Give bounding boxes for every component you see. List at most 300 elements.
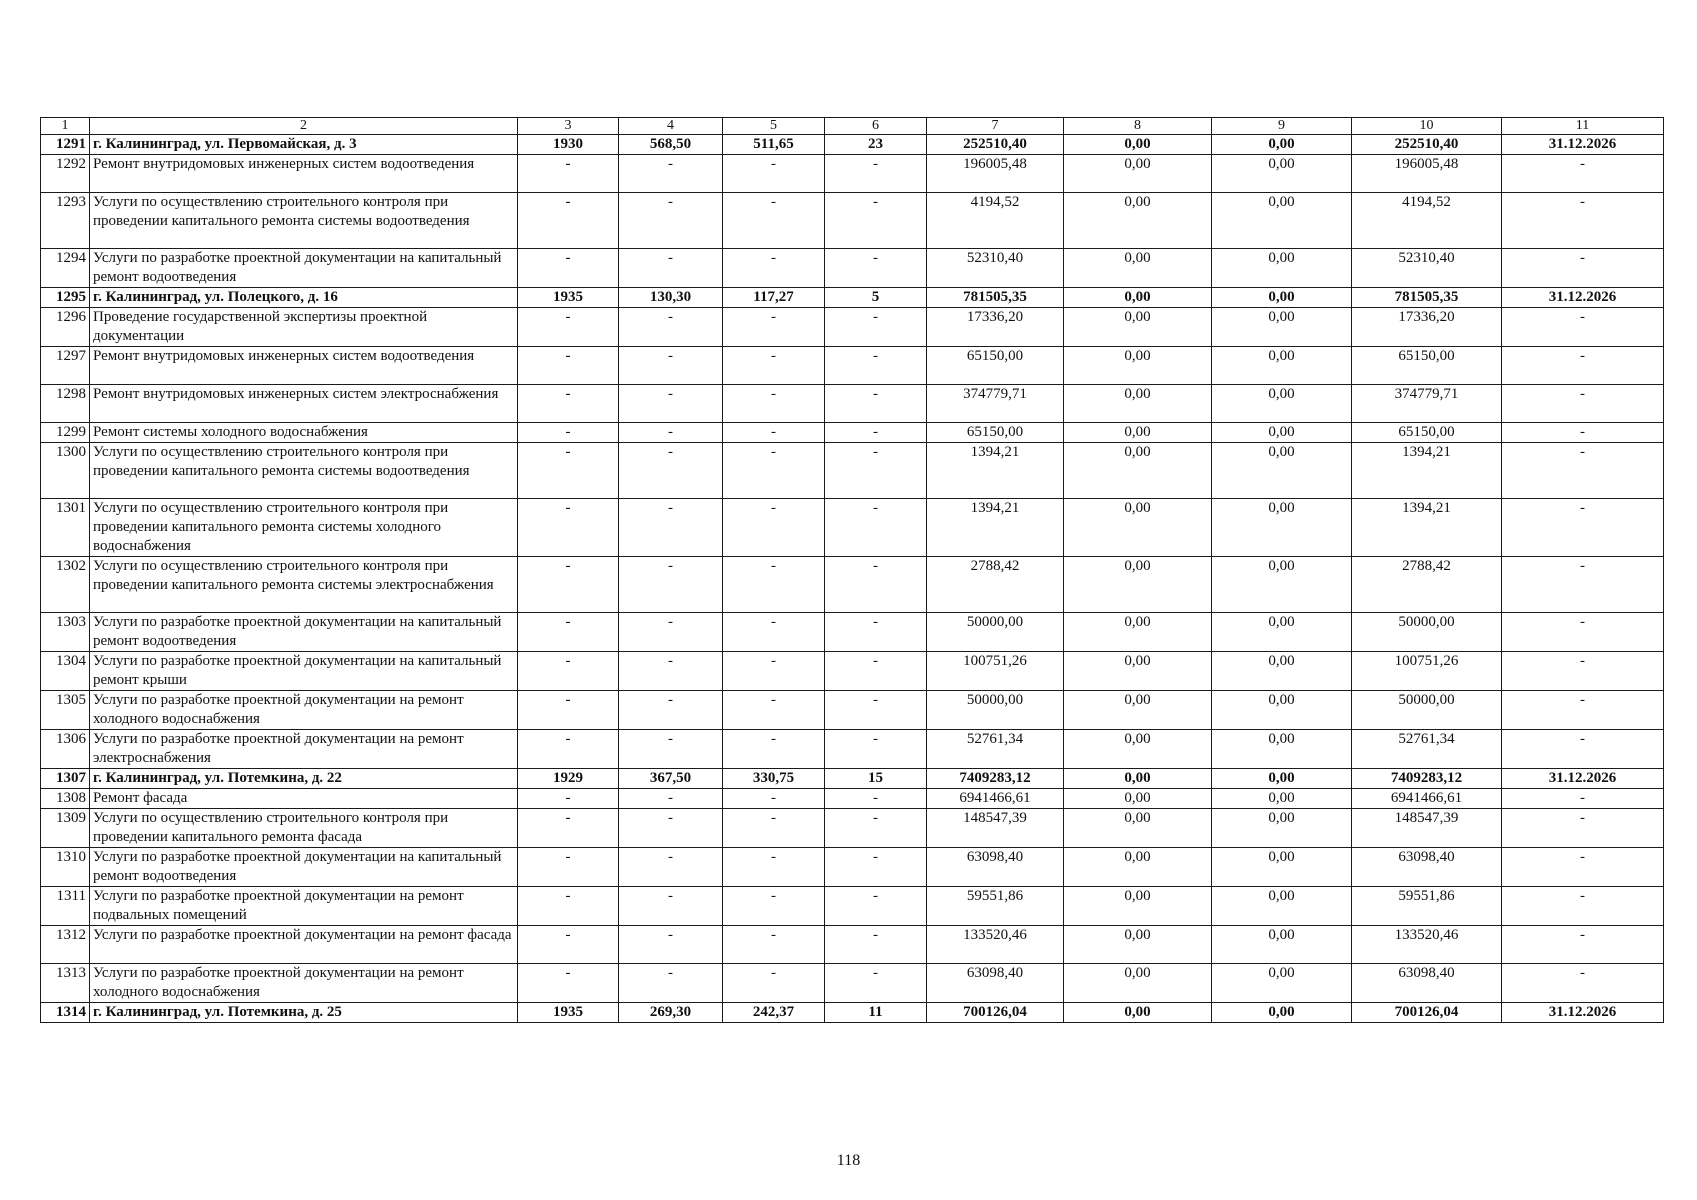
cost-total-cell: 1394,21 [927,499,1064,557]
area-total-cell: - [619,347,723,385]
column-number: 1 [41,118,90,135]
area-living-cell: - [723,249,825,288]
row-number-cell: 1296 [41,308,90,347]
description-cell: Услуги по разработке проектной документации на ремонт холодного водоснабжения [90,964,518,1003]
residents-cell: - [825,443,927,499]
row-number-cell: 1309 [41,809,90,848]
residents-cell: - [825,385,927,423]
description-cell: Услуги по осуществлению строительного контроля при проведении капитального ремонта системы электроснабжения [90,557,518,613]
residents-cell: - [825,423,927,443]
year-cell: - [518,730,619,769]
year-cell: - [518,809,619,848]
description-cell: Услуги по разработке проектной документации на ремонт холодного водоснабжения [90,691,518,730]
address-row [41,769,1664,789]
year-cell: - [518,423,619,443]
owners-funds-cell: 1394,21 [1352,443,1502,499]
owners-funds-cell: 1394,21 [1352,499,1502,557]
area-living-cell: - [723,926,825,964]
area-living-cell: - [723,691,825,730]
work-item-row [41,809,1664,848]
deadline-cell: - [1502,557,1664,613]
year-cell: - [518,308,619,347]
area-living-cell: - [723,652,825,691]
budget-cell: 0,00 [1212,288,1352,308]
capital-repair-table [40,117,1664,1023]
area-total-cell: 269,30 [619,1003,723,1023]
area-total-cell: - [619,926,723,964]
year-cell: - [518,848,619,887]
work-item-row [41,249,1664,288]
budget-cell: 0,00 [1212,887,1352,926]
area-total-cell: - [619,249,723,288]
fund-cell: 0,00 [1064,730,1212,769]
owners-funds-cell: 148547,39 [1352,809,1502,848]
deadline-cell: - [1502,347,1664,385]
cost-total-cell: 63098,40 [927,964,1064,1003]
deadline-cell: - [1502,249,1664,288]
area-total-cell: - [619,308,723,347]
row-number-cell: 1313 [41,964,90,1003]
fund-cell: 0,00 [1064,308,1212,347]
deadline-cell: - [1502,155,1664,193]
year-cell: 1929 [518,769,619,789]
cost-total-cell: 59551,86 [927,887,1064,926]
year-cell: - [518,499,619,557]
owners-funds-cell: 59551,86 [1352,887,1502,926]
budget-cell: 0,00 [1212,730,1352,769]
budget-cell: 0,00 [1212,691,1352,730]
year-cell: 1930 [518,135,619,155]
row-number-cell: 1306 [41,730,90,769]
description-cell: Проведение государственной экспертизы проектной документации [90,308,518,347]
column-number: 10 [1352,118,1502,135]
description-cell: Ремонт системы холодного водоснабжения [90,423,518,443]
owners-funds-cell: 50000,00 [1352,691,1502,730]
work-item-row [41,926,1664,964]
owners-funds-cell: 63098,40 [1352,964,1502,1003]
work-item-row [41,730,1664,769]
deadline-cell: - [1502,964,1664,1003]
description-cell: г. Калининград, ул. Потемкина, д. 25 [90,1003,518,1023]
residents-cell: - [825,730,927,769]
area-living-cell: - [723,964,825,1003]
budget-cell: 0,00 [1212,499,1352,557]
address-row [41,135,1664,155]
deadline-cell: - [1502,423,1664,443]
area-total-cell: 367,50 [619,769,723,789]
residents-cell: - [825,499,927,557]
area-total-cell: 568,50 [619,135,723,155]
work-item-row [41,193,1664,249]
fund-cell: 0,00 [1064,1003,1212,1023]
year-cell: - [518,887,619,926]
cost-total-cell: 133520,46 [927,926,1064,964]
description-cell: Услуги по осуществлению строительного контроля при проведении капитального ремонта системы холодного водоснабжения [90,499,518,557]
description-cell: Ремонт внутридомовых инженерных систем водоотведения [90,347,518,385]
fund-cell: 0,00 [1064,652,1212,691]
budget-cell: 0,00 [1212,964,1352,1003]
area-living-cell: - [723,423,825,443]
work-item-row [41,887,1664,926]
description-cell: Услуги по разработке проектной документации на ремонт электроснабжения [90,730,518,769]
row-number-cell: 1297 [41,347,90,385]
work-item-row [41,613,1664,652]
column-number: 7 [927,118,1064,135]
cost-total-cell: 148547,39 [927,809,1064,848]
owners-funds-cell: 52761,34 [1352,730,1502,769]
work-item-row [41,848,1664,887]
year-cell: - [518,193,619,249]
residents-cell: - [825,926,927,964]
cost-total-cell: 6941466,61 [927,789,1064,809]
deadline-cell: - [1502,193,1664,249]
row-number-cell: 1307 [41,769,90,789]
column-number: 5 [723,118,825,135]
area-living-cell: - [723,809,825,848]
area-total-cell: - [619,613,723,652]
description-cell: Услуги по осуществлению строительного контроля при проведении капитального ремонта системы водоотведения [90,193,518,249]
owners-funds-cell: 700126,04 [1352,1003,1502,1023]
work-item-row [41,443,1664,499]
cost-total-cell: 374779,71 [927,385,1064,423]
area-living-cell: - [723,385,825,423]
description-cell: Услуги по разработке проектной документации на капитальный ремонт водоотведения [90,848,518,887]
row-number-cell: 1293 [41,193,90,249]
row-number-cell: 1308 [41,789,90,809]
budget-cell: 0,00 [1212,155,1352,193]
description-cell: Ремонт фасада [90,789,518,809]
row-number-cell: 1302 [41,557,90,613]
work-item-row [41,691,1664,730]
cost-total-cell: 65150,00 [927,347,1064,385]
table-body [41,118,1664,1023]
column-number: 2 [90,118,518,135]
row-number-cell: 1300 [41,443,90,499]
deadline-cell: 31.12.2026 [1502,288,1664,308]
deadline-cell: - [1502,499,1664,557]
fund-cell: 0,00 [1064,288,1212,308]
area-total-cell: - [619,964,723,1003]
fund-cell: 0,00 [1064,809,1212,848]
budget-cell: 0,00 [1212,926,1352,964]
area-living-cell: - [723,557,825,613]
area-total-cell: - [619,155,723,193]
year-cell: - [518,249,619,288]
owners-funds-cell: 7409283,12 [1352,769,1502,789]
column-number: 11 [1502,118,1664,135]
residents-cell: - [825,652,927,691]
row-number-cell: 1295 [41,288,90,308]
area-total-cell: - [619,443,723,499]
area-living-cell: - [723,789,825,809]
area-living-cell: - [723,155,825,193]
area-total-cell: - [619,557,723,613]
column-number: 8 [1064,118,1212,135]
area-living-cell: 330,75 [723,769,825,789]
residents-cell: - [825,249,927,288]
row-number-cell: 1310 [41,848,90,887]
year-cell: - [518,926,619,964]
area-living-cell: - [723,193,825,249]
residents-cell: - [825,613,927,652]
owners-funds-cell: 65150,00 [1352,347,1502,385]
cost-total-cell: 52310,40 [927,249,1064,288]
description-cell: Ремонт внутридомовых инженерных систем электроснабжения [90,385,518,423]
residents-cell: - [825,308,927,347]
description-cell: Услуги по разработке проектной документации на капитальный ремонт водоотведения [90,613,518,652]
deadline-cell: - [1502,385,1664,423]
residents-cell: - [825,887,927,926]
deadline-cell: - [1502,730,1664,769]
owners-funds-cell: 374779,71 [1352,385,1502,423]
area-total-cell: - [619,652,723,691]
description-cell: г. Калининград, ул. Потемкина, д. 22 [90,769,518,789]
year-cell: - [518,789,619,809]
work-item-row [41,499,1664,557]
fund-cell: 0,00 [1064,249,1212,288]
cost-total-cell: 100751,26 [927,652,1064,691]
description-cell: Услуги по разработке проектной документации на ремонт подвальных помещений [90,887,518,926]
deadline-cell: - [1502,926,1664,964]
work-item-row [41,557,1664,613]
budget-cell: 0,00 [1212,848,1352,887]
work-item-row [41,789,1664,809]
row-number-cell: 1292 [41,155,90,193]
residents-cell: - [825,155,927,193]
area-living-cell: - [723,347,825,385]
fund-cell: 0,00 [1064,848,1212,887]
fund-cell: 0,00 [1064,887,1212,926]
cost-total-cell: 50000,00 [927,691,1064,730]
fund-cell: 0,00 [1064,499,1212,557]
column-number: 4 [619,118,723,135]
owners-funds-cell: 50000,00 [1352,613,1502,652]
fund-cell: 0,00 [1064,423,1212,443]
fund-cell: 0,00 [1064,613,1212,652]
budget-cell: 0,00 [1212,347,1352,385]
row-number-cell: 1311 [41,887,90,926]
residents-cell: - [825,848,927,887]
year-cell: - [518,347,619,385]
residents-cell: - [825,789,927,809]
cost-total-cell: 252510,40 [927,135,1064,155]
fund-cell: 0,00 [1064,193,1212,249]
budget-cell: 0,00 [1212,135,1352,155]
fund-cell: 0,00 [1064,443,1212,499]
year-cell: - [518,652,619,691]
area-total-cell: - [619,789,723,809]
row-number-cell: 1298 [41,385,90,423]
work-item-row [41,652,1664,691]
owners-funds-cell: 52310,40 [1352,249,1502,288]
budget-cell: 0,00 [1212,193,1352,249]
residents-cell: - [825,809,927,848]
description-cell: Услуги по разработке проектной документации на ремонт фасада [90,926,518,964]
row-number-cell: 1304 [41,652,90,691]
budget-cell: 0,00 [1212,769,1352,789]
area-living-cell: - [723,848,825,887]
year-cell: 1935 [518,288,619,308]
work-item-row [41,155,1664,193]
area-total-cell: - [619,499,723,557]
owners-funds-cell: 781505,35 [1352,288,1502,308]
cost-total-cell: 4194,52 [927,193,1064,249]
area-living-cell: - [723,730,825,769]
cost-total-cell: 52761,34 [927,730,1064,769]
budget-cell: 0,00 [1212,1003,1352,1023]
residents-cell: 15 [825,769,927,789]
owners-funds-cell: 63098,40 [1352,848,1502,887]
row-number-cell: 1299 [41,423,90,443]
fund-cell: 0,00 [1064,769,1212,789]
area-living-cell: - [723,443,825,499]
budget-cell: 0,00 [1212,423,1352,443]
residents-cell: 5 [825,288,927,308]
description-cell: Услуги по осуществлению строительного контроля при проведении капитального ремонта системы водоотведения [90,443,518,499]
budget-cell: 0,00 [1212,443,1352,499]
residents-cell: - [825,557,927,613]
fund-cell: 0,00 [1064,385,1212,423]
cost-total-cell: 700126,04 [927,1003,1064,1023]
row-number-cell: 1314 [41,1003,90,1023]
row-number-cell: 1294 [41,249,90,288]
deadline-cell: 31.12.2026 [1502,135,1664,155]
column-number-row [41,118,1664,135]
area-living-cell: 242,37 [723,1003,825,1023]
description-cell: Услуги по разработке проектной документации на капитальный ремонт водоотведения [90,249,518,288]
work-item-row [41,423,1664,443]
deadline-cell: - [1502,691,1664,730]
budget-cell: 0,00 [1212,557,1352,613]
cost-total-cell: 65150,00 [927,423,1064,443]
address-row [41,1003,1664,1023]
area-total-cell: - [619,809,723,848]
deadline-cell: - [1502,848,1664,887]
column-number: 3 [518,118,619,135]
row-number-cell: 1312 [41,926,90,964]
description-cell: г. Калининград, ул. Первомайская, д. 3 [90,135,518,155]
work-item-row [41,385,1664,423]
area-living-cell: 511,65 [723,135,825,155]
deadline-cell: - [1502,809,1664,848]
budget-cell: 0,00 [1212,652,1352,691]
budget-cell: 0,00 [1212,385,1352,423]
owners-funds-cell: 196005,48 [1352,155,1502,193]
cost-total-cell: 1394,21 [927,443,1064,499]
cost-total-cell: 63098,40 [927,848,1064,887]
area-total-cell: - [619,385,723,423]
area-living-cell: - [723,308,825,347]
area-total-cell: - [619,887,723,926]
work-item-row [41,308,1664,347]
fund-cell: 0,00 [1064,964,1212,1003]
work-item-row [41,347,1664,385]
year-cell: - [518,385,619,423]
deadline-cell: - [1502,443,1664,499]
fund-cell: 0,00 [1064,789,1212,809]
owners-funds-cell: 4194,52 [1352,193,1502,249]
cost-total-cell: 2788,42 [927,557,1064,613]
owners-funds-cell: 17336,20 [1352,308,1502,347]
budget-cell: 0,00 [1212,308,1352,347]
budget-cell: 0,00 [1212,249,1352,288]
cost-total-cell: 781505,35 [927,288,1064,308]
residents-cell: - [825,193,927,249]
year-cell: 1935 [518,1003,619,1023]
year-cell: - [518,613,619,652]
area-total-cell: - [619,691,723,730]
residents-cell: 11 [825,1003,927,1023]
row-number-cell: 1301 [41,499,90,557]
area-living-cell: 117,27 [723,288,825,308]
description-cell: Услуги по разработке проектной документации на капитальный ремонт крыши [90,652,518,691]
area-total-cell: - [619,423,723,443]
cost-total-cell: 50000,00 [927,613,1064,652]
page-number: 118 [836,1152,861,1169]
owners-funds-cell: 133520,46 [1352,926,1502,964]
year-cell: - [518,443,619,499]
area-total-cell: 130,30 [619,288,723,308]
column-number: 6 [825,118,927,135]
deadline-cell: - [1502,613,1664,652]
owners-funds-cell: 252510,40 [1352,135,1502,155]
row-number-cell: 1305 [41,691,90,730]
fund-cell: 0,00 [1064,135,1212,155]
row-number-cell: 1291 [41,135,90,155]
area-total-cell: - [619,848,723,887]
fund-cell: 0,00 [1064,347,1212,385]
description-cell: Услуги по осуществлению строительного контроля при проведении капитального ремонта фасада [90,809,518,848]
year-cell: - [518,155,619,193]
residents-cell: - [825,347,927,385]
owners-funds-cell: 6941466,61 [1352,789,1502,809]
area-total-cell: - [619,193,723,249]
owners-funds-cell: 2788,42 [1352,557,1502,613]
deadline-cell: - [1502,652,1664,691]
owners-funds-cell: 65150,00 [1352,423,1502,443]
column-number: 9 [1212,118,1352,135]
year-cell: - [518,557,619,613]
cost-total-cell: 196005,48 [927,155,1064,193]
cost-total-cell: 7409283,12 [927,769,1064,789]
budget-cell: 0,00 [1212,809,1352,848]
year-cell: - [518,691,619,730]
work-item-row [41,964,1664,1003]
area-total-cell: - [619,730,723,769]
area-living-cell: - [723,613,825,652]
cost-total-cell: 17336,20 [927,308,1064,347]
fund-cell: 0,00 [1064,926,1212,964]
deadline-cell: 31.12.2026 [1502,1003,1664,1023]
budget-cell: 0,00 [1212,613,1352,652]
budget-cell: 0,00 [1212,789,1352,809]
residents-cell: 23 [825,135,927,155]
description-cell: Ремонт внутридомовых инженерных систем водоотведения [90,155,518,193]
address-row [41,288,1664,308]
fund-cell: 0,00 [1064,155,1212,193]
fund-cell: 0,00 [1064,691,1212,730]
residents-cell: - [825,691,927,730]
year-cell: - [518,964,619,1003]
deadline-cell: 31.12.2026 [1502,769,1664,789]
residents-cell: - [825,964,927,1003]
deadline-cell: - [1502,887,1664,926]
description-cell: г. Калининград, ул. Полецкого, д. 16 [90,288,518,308]
deadline-cell: - [1502,308,1664,347]
row-number-cell: 1303 [41,613,90,652]
area-living-cell: - [723,499,825,557]
area-living-cell: - [723,887,825,926]
